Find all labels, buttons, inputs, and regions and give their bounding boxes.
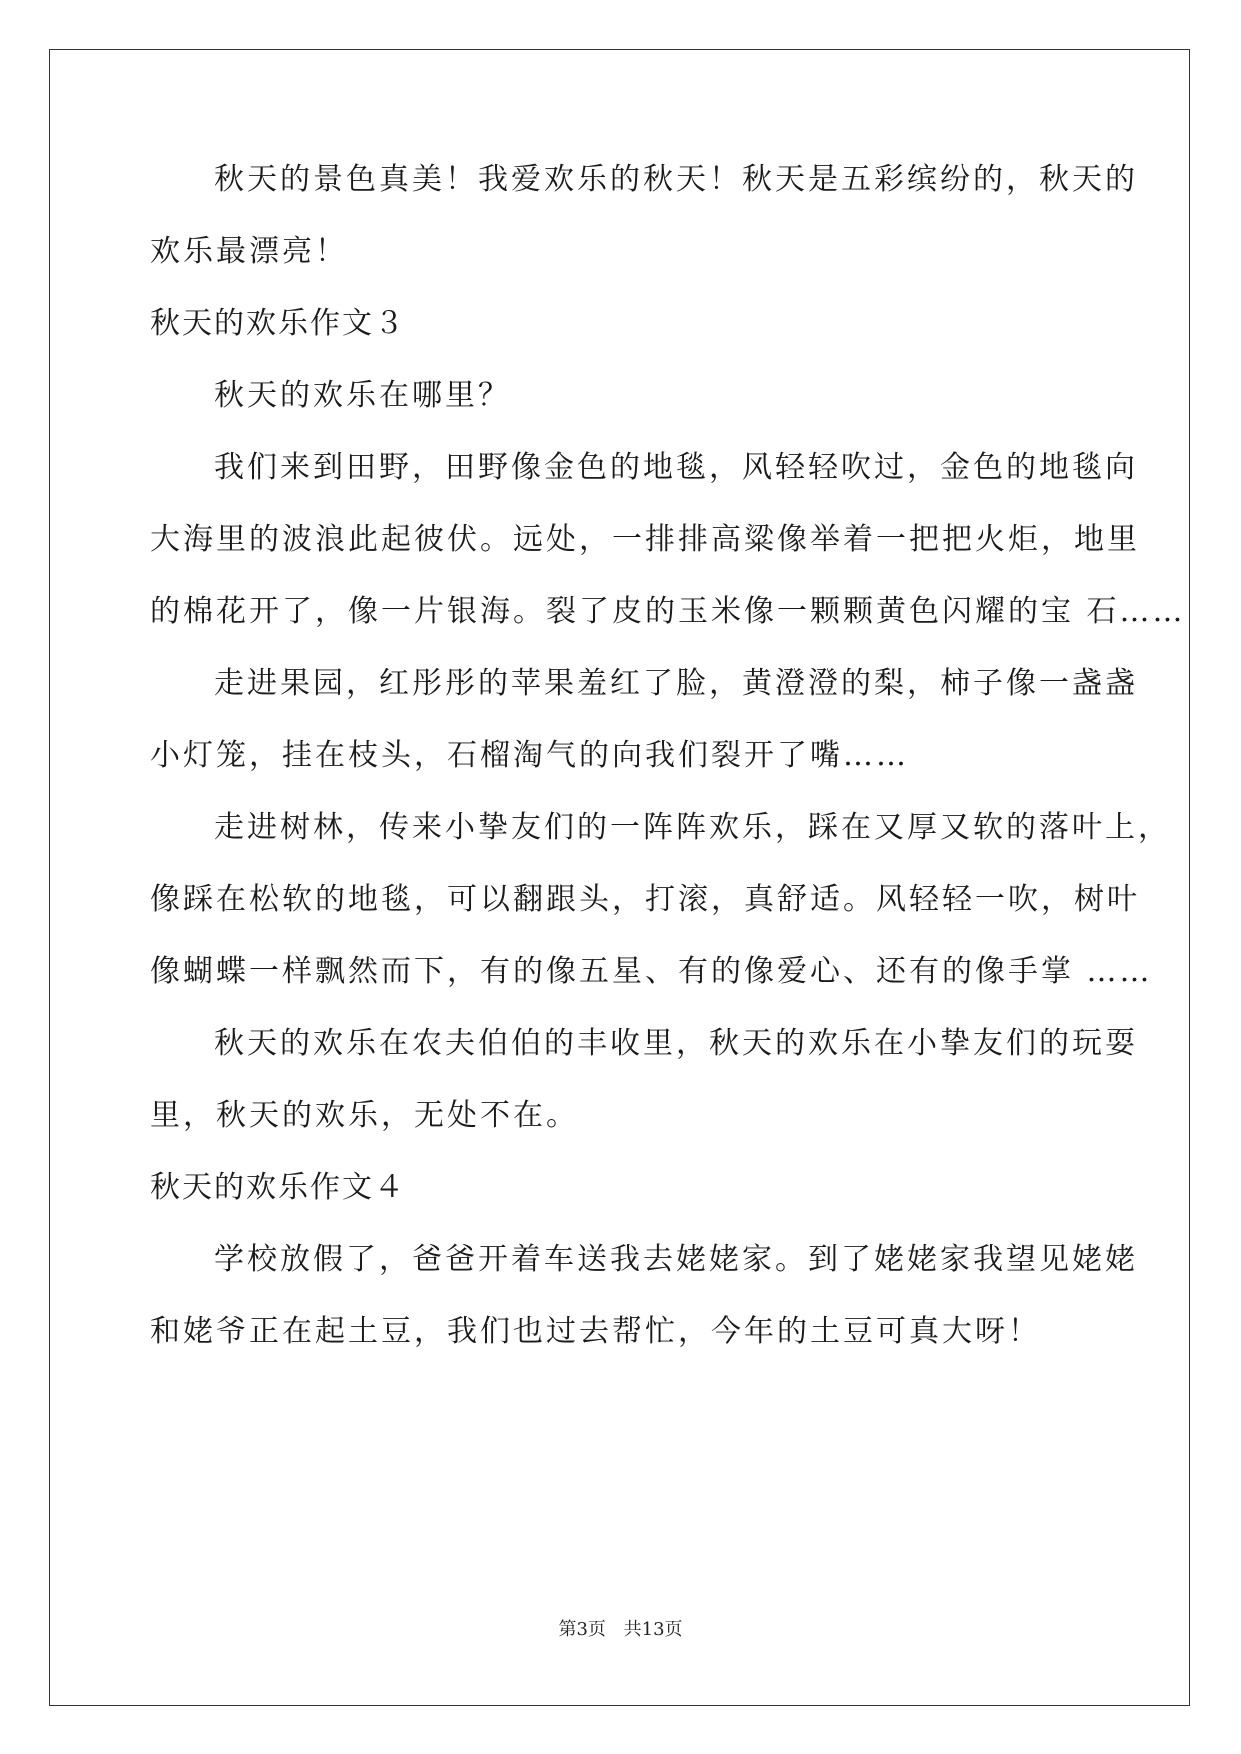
paragraph-line: 小灯笼，挂在枝头，石榴淘气的向我们裂开了嘴……: [150, 738, 909, 773]
paragraph-line: 大海里的波浪此起彼伏。远处，一排排高粱像举着一把把火炬，地里: [150, 522, 1140, 557]
paragraph-line: 像踩在松软的地毯，可以翻跟头，打滚，真舒适。风轻轻一吹，树叶: [150, 882, 1140, 917]
section-heading: 秋天的欢乐作文３: [150, 306, 406, 341]
paragraph-line: 秋天的欢乐在哪里？: [214, 378, 511, 413]
paragraph-line: 像蝴蝶一样飘然而下，有的像五星、有的像爱心、还有的像手掌 ……: [150, 954, 1153, 989]
paragraph-line: 欢乐最漂亮！: [150, 234, 348, 269]
paragraph-line: 走进果园，红彤彤的苹果羞红了脸，黄澄澄的梨，柿子像一盏盏: [214, 666, 1138, 701]
paragraph-line: 走进树林，传来小挚友们的一阵阵欢乐，踩在又厚又软的落叶上，: [214, 810, 1171, 845]
page-footer: [0, 1618, 1241, 1642]
paragraph-line: 学校放假了，爸爸开着车送我去姥姥家。到了姥姥家我望见姥姥: [214, 1242, 1138, 1277]
paragraph-line: 和姥爷正在起土豆，我们也过去帮忙，今年的土豆可真大呀！: [150, 1314, 1041, 1349]
paragraph-line: 里，秋天的欢乐，无处不在。: [150, 1098, 579, 1133]
page-number: 第3页: [558, 1619, 606, 1640]
paragraph-line: 秋天的景色真美！我爱欢乐的秋天！秋天是五彩缤纷的，秋天的: [214, 162, 1138, 197]
paragraph-line: 秋天的欢乐在农夫伯伯的丰收里，秋天的欢乐在小挚友们的玩耍: [214, 1026, 1138, 1061]
page-border: [49, 49, 1190, 1706]
paragraph-line: 我们来到田野，田野像金色的地毯，风轻轻吹过，金色的地毯向: [214, 450, 1138, 485]
page-total: 共13页: [623, 1619, 683, 1640]
section-heading: 秋天的欢乐作文４: [150, 1170, 406, 1205]
paragraph-line: 的棉花开了，像一片银海。裂了皮的玉米像一颗颗黄色闪耀的宝 石……: [150, 594, 1186, 629]
